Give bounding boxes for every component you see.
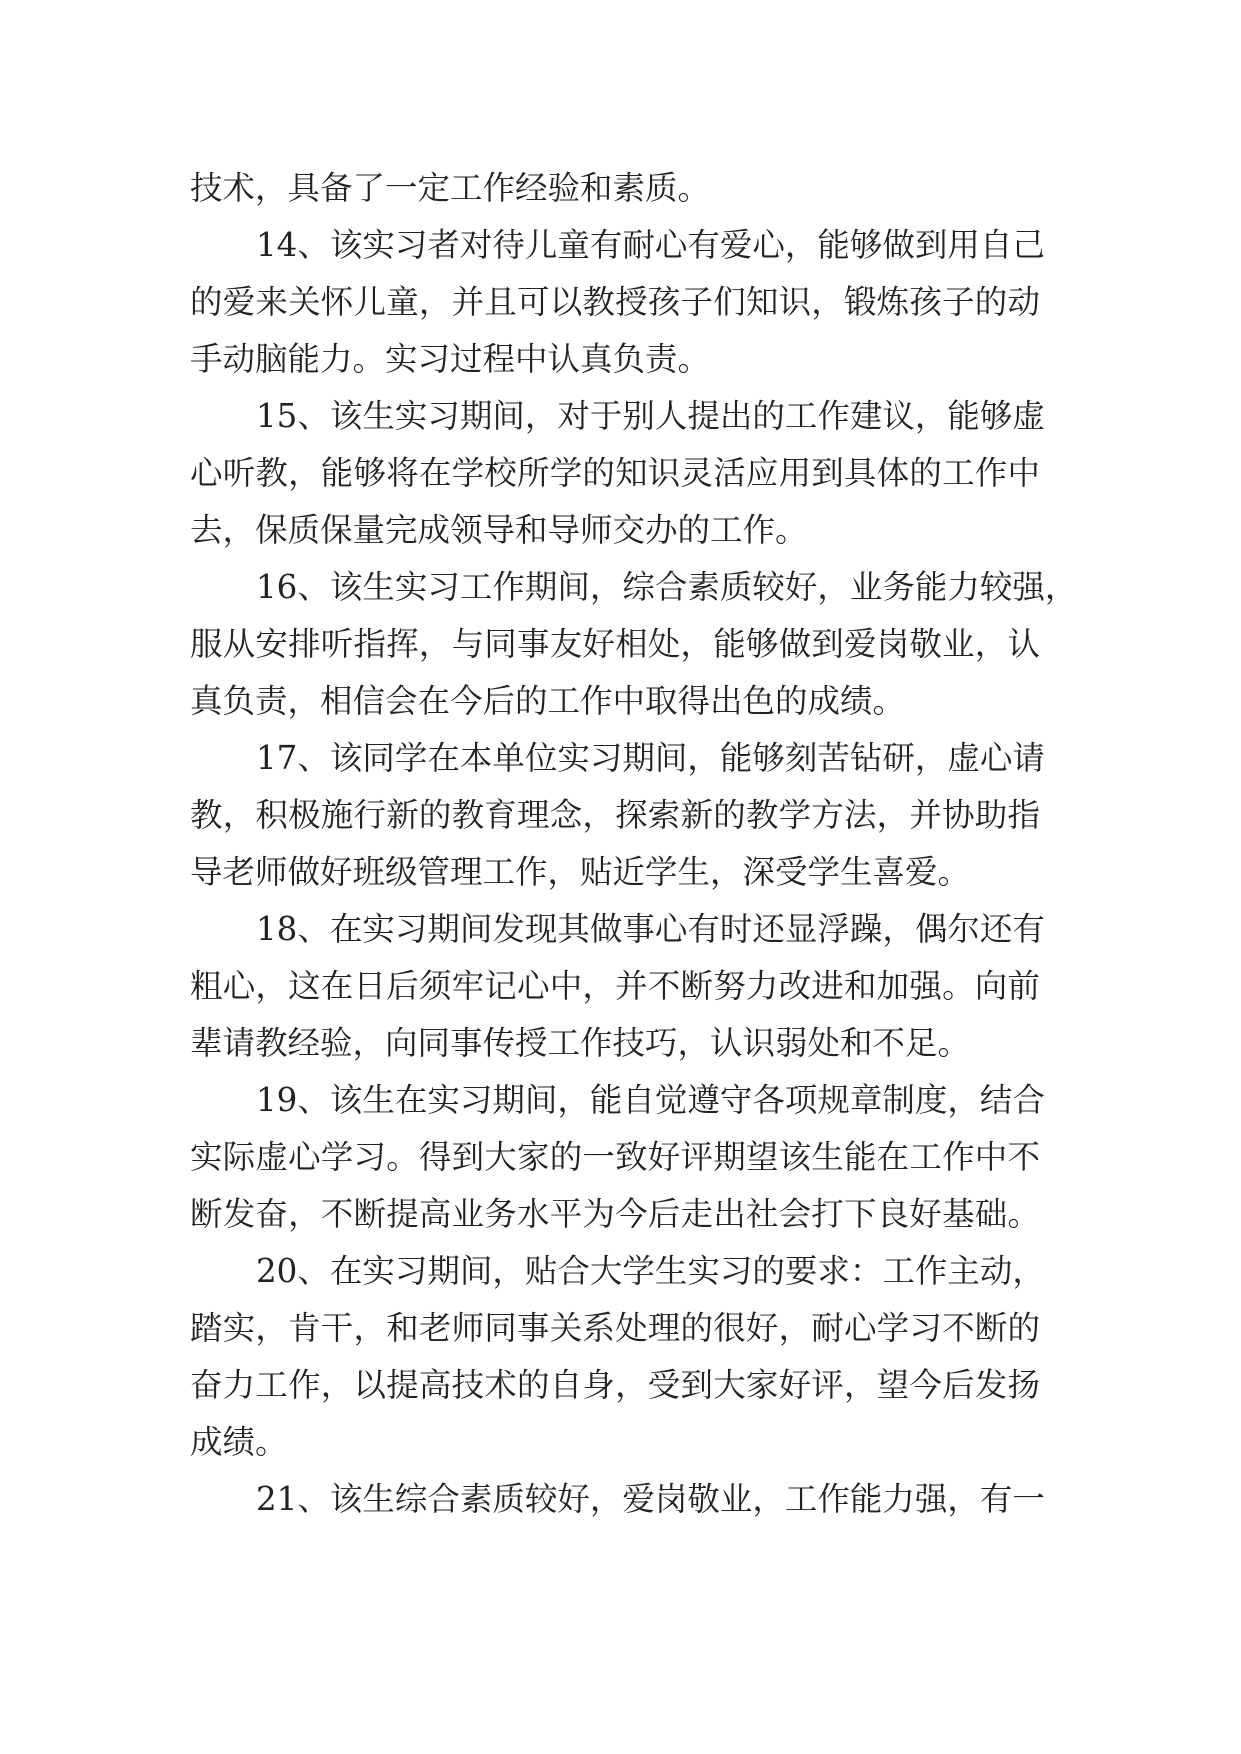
paragraph-14-line: 手动脑能力。实习过程中认真负责。 [190, 340, 711, 378]
paragraph-17-line: 导老师做好班级管理工作，贴近学生，深受学生喜爱。 [190, 853, 971, 891]
text-line: 技术，具备了一定工作经验和素质。 [190, 169, 711, 207]
paragraph-14-line: 14、该实习者对待儿童有耐心有爱心，能够做到用自己 [256, 226, 1045, 264]
paragraph-15-line: 15、该生实习期间，对于别人提出的工作建议，能够虚 [256, 397, 1045, 435]
paragraph-20-line: 踏实，肯干，和老师同事关系处理的很好，耐心学习不断的 [190, 1309, 1040, 1347]
paragraph-17-line: 教，积极施行新的教育理念，探索新的教学方法，并协助指 [190, 796, 1040, 834]
paragraph-16-line: 服从安排听指挥，与同事友好相处，能够做到爱岗敬业，认 [190, 625, 1040, 663]
paragraph-18-line: 18、在实习期间发现其做事心有时还显浮躁，偶尔还有 [256, 910, 1045, 948]
paragraph-19-line: 断发奋，不断提高业务水平为今后走出社会打下良好基础。 [190, 1195, 1040, 1233]
paragraph-15-line: 去，保质保量完成领导和导师交办的工作。 [190, 511, 808, 549]
paragraph-20-line: 奋力工作，以提高技术的自身，受到大家好评，望今后发扬 [190, 1366, 1040, 1404]
paragraph-18-line: 辈请教经验，向同事传授工作技巧，认识弱处和不足。 [190, 1024, 971, 1062]
paragraph-17-line: 17、该同学在本单位实习期间，能够刻苦钻研，虚心请 [256, 739, 1045, 777]
paragraph-14-line: 的爱来关怀儿童，并且可以教授孩子们知识，锻炼孩子的动 [190, 283, 1040, 321]
paragraph-21-line: 21、该生综合素质较好，爱岗敬业，工作能力强，有一 [256, 1480, 1045, 1518]
paragraph-18-line: 粗心，这在日后须牢记心中，并不断努力改进和加强。向前 [190, 967, 1040, 1005]
paragraph-19-line: 实际虚心学习。得到大家的一致好评期望该生能在工作中不 [190, 1138, 1040, 1176]
paragraph-16-line: 真负责，相信会在今后的工作中取得出色的成绩。 [190, 682, 906, 720]
paragraph-20-line: 20、在实习期间，贴合大学生实习的要求：工作主动， [256, 1252, 1045, 1290]
paragraph-15-line: 心听教，能够将在学校所学的知识灵活应用到具体的工作中 [190, 454, 1040, 492]
paragraph-19-line: 19、该生在实习期间，能自觉遵守各项规章制度，结合 [256, 1081, 1045, 1119]
paragraph-20-line: 成绩。 [190, 1423, 288, 1461]
paragraph-16-line: 16、该生实习工作期间，综合素质较好，业务能力较强， [256, 568, 1078, 606]
